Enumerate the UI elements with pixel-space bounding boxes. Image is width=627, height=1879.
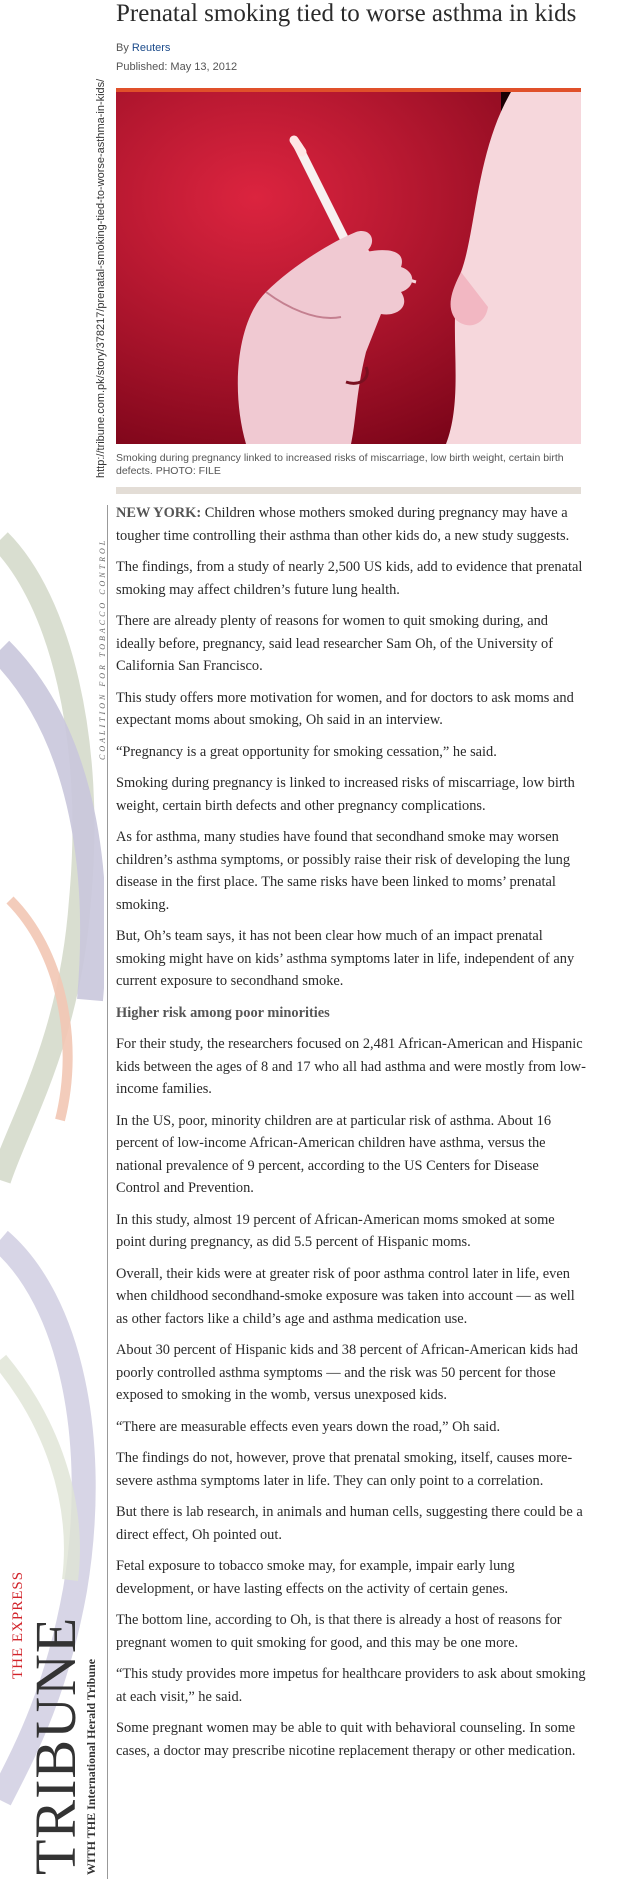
paragraph: But, Oh’s team says, it has not been clear how much of an impact prenatal smoking might have on kids’ asthma symptoms later in life, independent of any current exposure to secondhand smoke. [116, 928, 575, 989]
article-title: Prenatal smoking tied to worse asthma in kids [116, 0, 577, 27]
paragraph: Some pregnant women may be able to quit with behavioral counseling. In some cases, a doctor may prescribe nicotine replacement therapy or other medication. [116, 1720, 576, 1759]
published-date: Published: May 13, 2012 [116, 61, 238, 73]
tribune-logo [0, 1570, 98, 1879]
logo-express: THE EXPRESS [10, 1570, 26, 1679]
logo-tribune: TRIBUNE [23, 1616, 88, 1875]
byline [116, 42, 170, 54]
logo-iht: WITH THE International Herald Tribune [84, 1658, 98, 1875]
logo-rotated [0, 1570, 98, 1879]
author-link[interactable]: Reuters [131, 42, 171, 54]
byline-prefix: By [116, 42, 132, 54]
paragraph: In the US, poor, minority children are at particular risk of asthma. About 16 percent of low-income African-American children have asthma, versus the national prevalence of 9 percent, according to the US Centers for Disease Control and Prevention. [116, 1112, 552, 1196]
vertical-source-url [95, 0, 109, 478]
paragraph: “There are measurable effects even years down the road,” Oh said. [116, 1418, 501, 1435]
article-photo [116, 88, 581, 444]
photo-caption: Smoking during pregnancy linked to increased risks of miscarriage, low birth weight, certain birth defects. PHOTO: FILE [116, 452, 564, 477]
paragraph: Fetal exposure to tobacco smoke may, for example, impair early lung development, or have lasting effects on the activity of certain genes. [116, 1558, 515, 1597]
paragraph: In this study, almost 19 percent of African-American moms smoked at some point during pregnancy, as did 5.5 percent of Hispanic moms. [116, 1211, 555, 1250]
paragraph: This study offers more motivation for women, and for doctors to ask moms and expectant moms about smoking, Oh said in an interview. [116, 689, 574, 728]
paragraph: Smoking during pregnancy is linked to increased risks of miscarriage, low birth weight, certain birth defects and other pregnancy complications. [116, 775, 575, 814]
dateline: NEW YORK: [116, 505, 202, 521]
paragraph: “Pregnancy is a great opportunity for smoking cessation,” he said. [116, 743, 497, 760]
article-body [116, 502, 586, 1771]
paragraph: There are already plenty of reasons for women to quit smoking during, and ideally before, pregnancy, said lead researcher Sam Oh, of the University of California San Francisco. [116, 613, 554, 674]
margin-divider [107, 505, 108, 1879]
paragraph: About 30 percent of Hispanic kids and 38 percent of African-American kids had poorly controlled asthma symptoms — and the risk was 50 percent for those exposed to smoking in the womb, versus unexposed kids. [116, 1342, 578, 1403]
lead-text: Children whose mothers smoked during pregnancy may have a tougher time controlling their asthma than other kids do, a new study suggests. [116, 505, 570, 544]
paragraph: But there is lab research, in animals and human cells, suggesting there could be a direct effect, Oh pointed out. [116, 1504, 583, 1543]
paragraph: Overall, their kids were at greater risk of poor asthma control later in life, even when childhood secondhand-smoke exposure was taken into account — as well as other factors like a child’s age and asthma medication use. [116, 1265, 575, 1327]
paragraph: For their study, the researchers focused on 2,481 African-American and Hispanic kids between the ages of 8 and 17 who all had asthma and were mostly from low-income families. [116, 1036, 586, 1097]
source-url-text: http://tribune.com.pk/story/378217/prenatal-smoking-tied-to-worse-asthma-in-kids/ [95, 78, 107, 478]
section-heading: Higher risk among poor minorities [116, 1004, 330, 1021]
paragraph: As for asthma, many studies have found that secondhand smoke may worsen children’s asthma symptoms, or possibly raise their risk of developing the lung disease in the first place. The same risks have been linked to moms’ prenatal smoking. [116, 829, 571, 913]
caption-divider [116, 487, 581, 494]
paragraph: The findings do not, however, prove that prenatal smoking, itself, causes more-severe asthma symptoms later in life. They can only point to a correlation. [116, 1450, 573, 1489]
paragraph: The findings, from a study of nearly 2,500 US kids, add to evidence that prenatal smoking may affect children’s future lung health. [116, 559, 583, 598]
coalition-text: COALITION FOR TOBACCO CONTROL [98, 537, 107, 760]
lead-paragraph [116, 502, 586, 547]
paragraph: “This study provides more impetus for healthcare providers to ask about smoking at each visit,” he said. [116, 1666, 586, 1705]
paragraph: The bottom line, according to Oh, is that there is already a host of reasons for pregnant women to quit smoking for good, and this may be one more. [116, 1612, 562, 1651]
coalition-watermark [98, 520, 112, 780]
